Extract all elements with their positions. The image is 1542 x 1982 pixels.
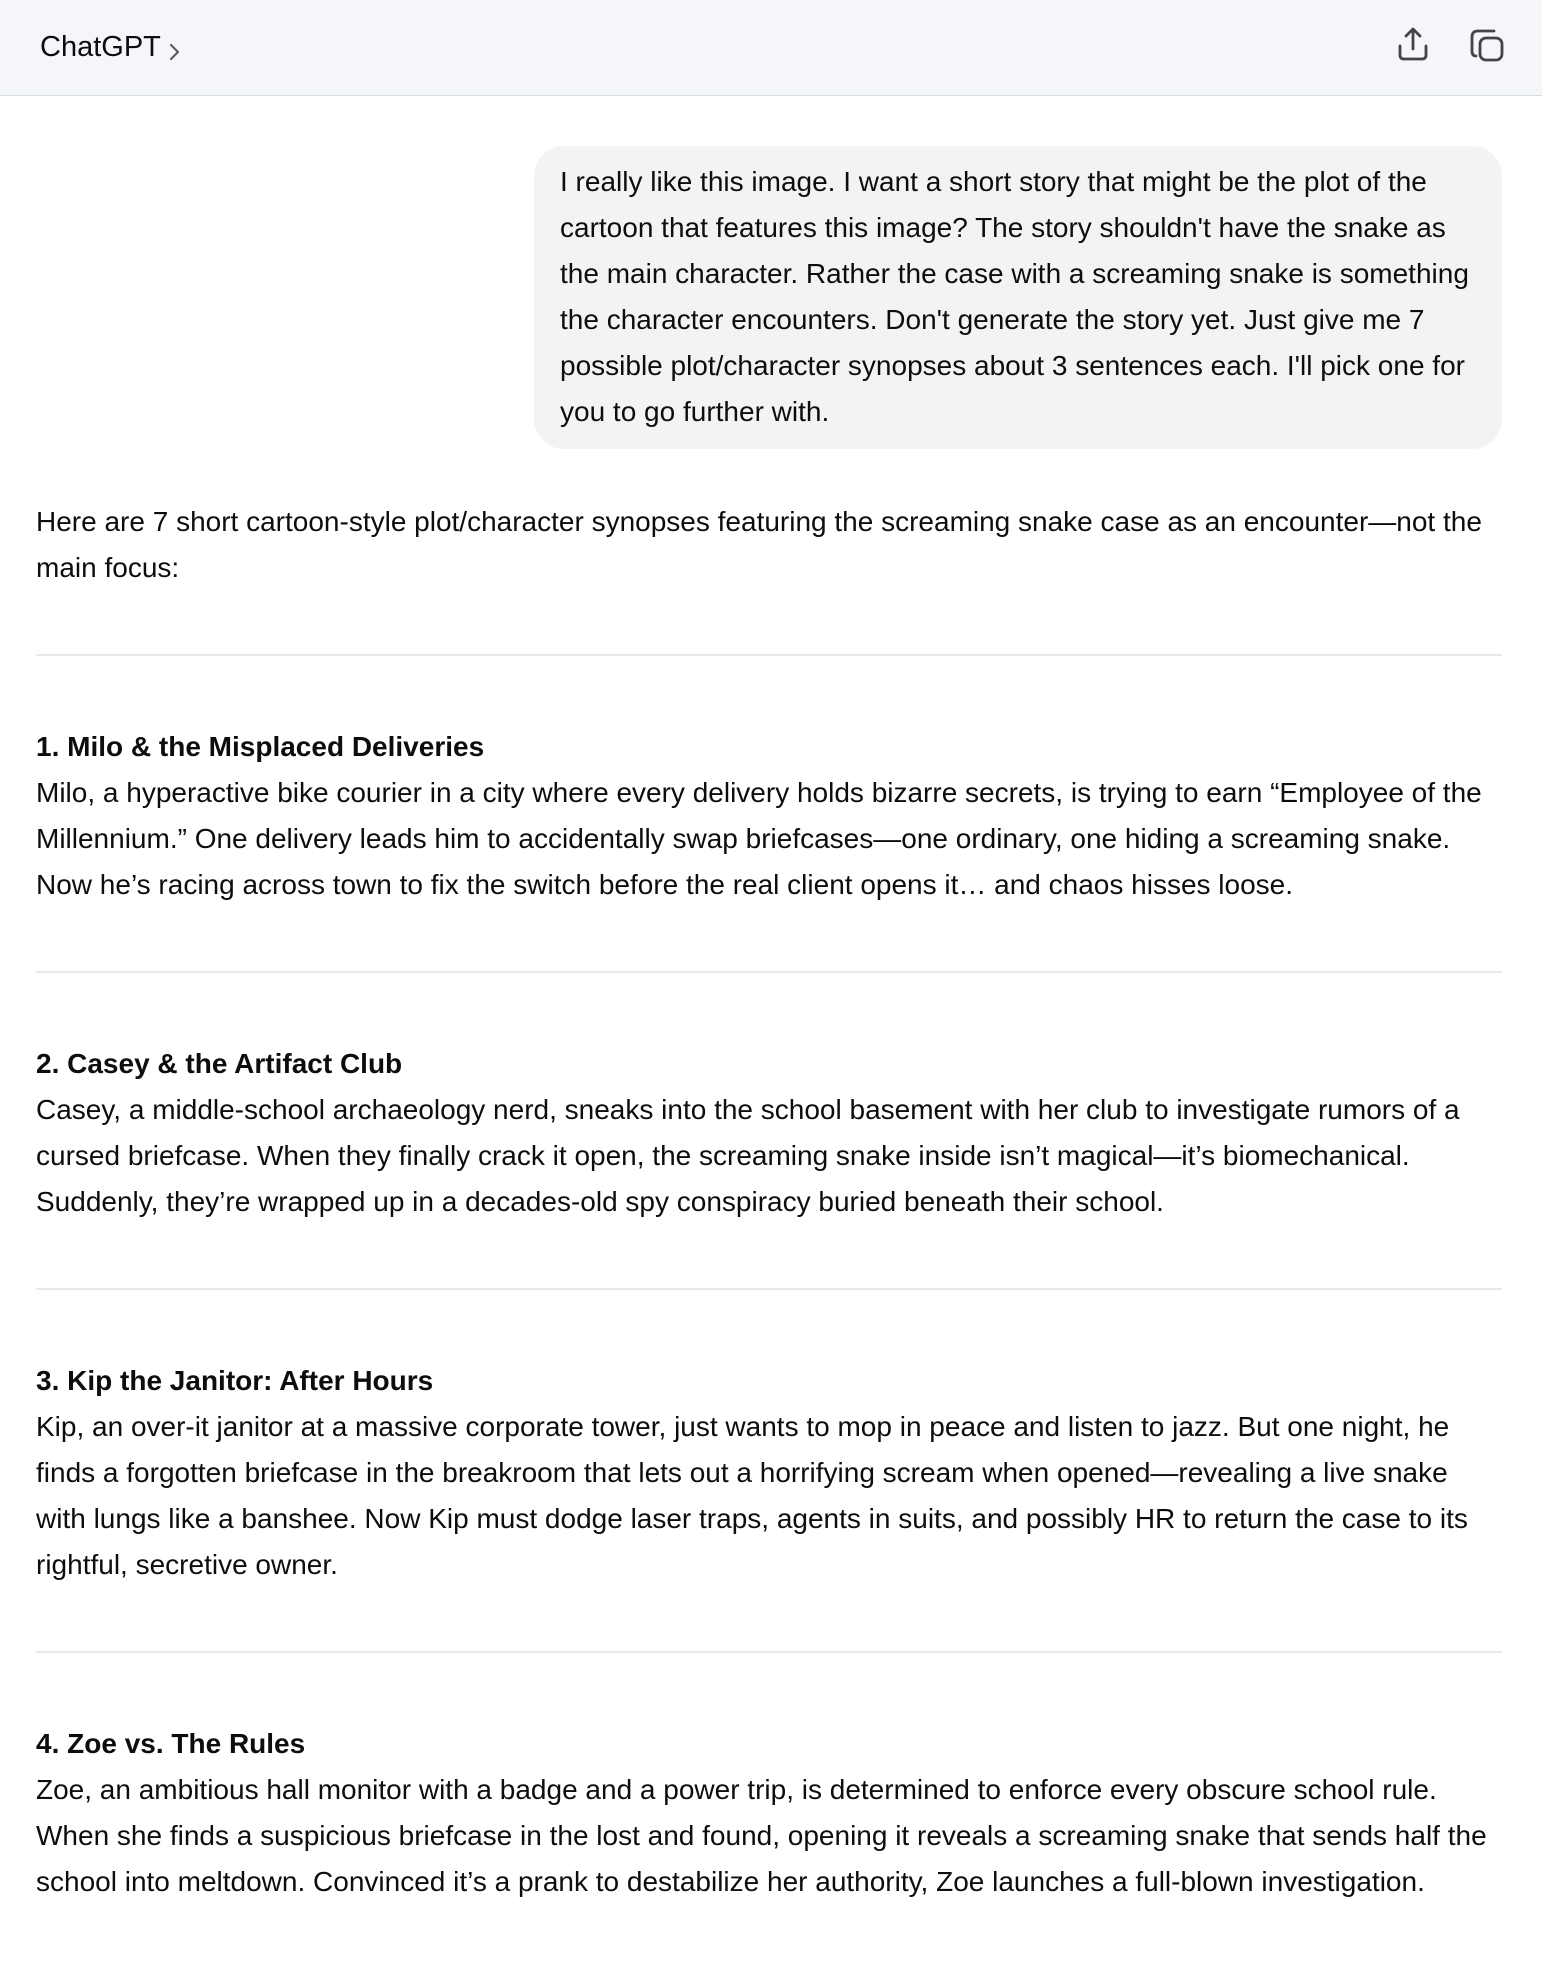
user-message-bubble [534, 146, 1502, 449]
chevron-right-icon [167, 36, 183, 58]
assistant-intro: Here are 7 short cartoon-style plot/character synopses featuring the screaming snake case as an encounter—not the main focus: [36, 506, 1482, 583]
model-selector[interactable] [40, 29, 183, 65]
synopsis-title: 2. Casey & the Artifact Club [36, 1048, 403, 1079]
top-bar [0, 0, 1542, 96]
app-title: ChatGPT [40, 31, 161, 63]
new-chat-icon [1466, 23, 1508, 70]
synopsis-body: Casey, a middle-school archaeology nerd, sneaks into the school basement with her club to investigate rumors of a cursed briefcase. When they finally crack it open, the screaming snake inside isn’t magical—it’s biomechanical. Suddenly, they’re wrapped up in a decades-old spy conspiracy buried beneath their school. [36, 1094, 1460, 1217]
share-icon [1393, 24, 1433, 69]
synopsis-body: Kip, an over-it janitor at a massive corporate tower, just wants to mop in peace and listen to jazz. But one night, he finds a forgotten briefcase in the breakroom that lets out a horrifying scream when opened—revealing a live snake with lungs like a banshee. Now Kip must dodge laser traps, agents in suits, and possibly HR to return the case to its rightful, secretive owner. [36, 1411, 1468, 1580]
synopsis-title: 3. Kip the Janitor: After Hours [36, 1365, 434, 1396]
synopsis-title: 4. Zoe vs. The Rules [36, 1728, 306, 1759]
new-chat-button[interactable] [1463, 22, 1511, 70]
synopsis-body: Zoe, an ambitious hall monitor with a badge and a power trip, is determined to enforce every obscure school rule. When she finds a suspicious briefcase in the lost and found, opening it reveals a screaming snake that sends half the school into meltdown. Convinced it’s a prank to destabilize her authority, Zoe launches a full-blown investigation. [36, 1774, 1487, 1897]
synopsis-body: Milo, a hyperactive bike courier in a city where every delivery holds bizarre secrets, is trying to earn “Employee of the Millennium.” One delivery leads him to accidentally swap briefcases—one ordinary, one hiding a screaming snake. Now he’s racing across town to fix the switch before the real client opens it… and chaos hisses loose. [36, 777, 1482, 900]
assistant-message [36, 499, 1502, 1905]
share-button[interactable] [1389, 22, 1437, 70]
user-message-text: I really like this image. I want a short story that might be the plot of the cartoon that features this image? The story shouldn't have the snake as the main character. Rather the case with a screaming snake is something the character encounters. Don't generate the story yet. Just give me 7 possible plot/character synopses about 3 sentences each. I'll pick one for you to go further with. [560, 166, 1469, 427]
synopsis-title: 1. Milo & the Misplaced Deliveries [36, 731, 485, 762]
